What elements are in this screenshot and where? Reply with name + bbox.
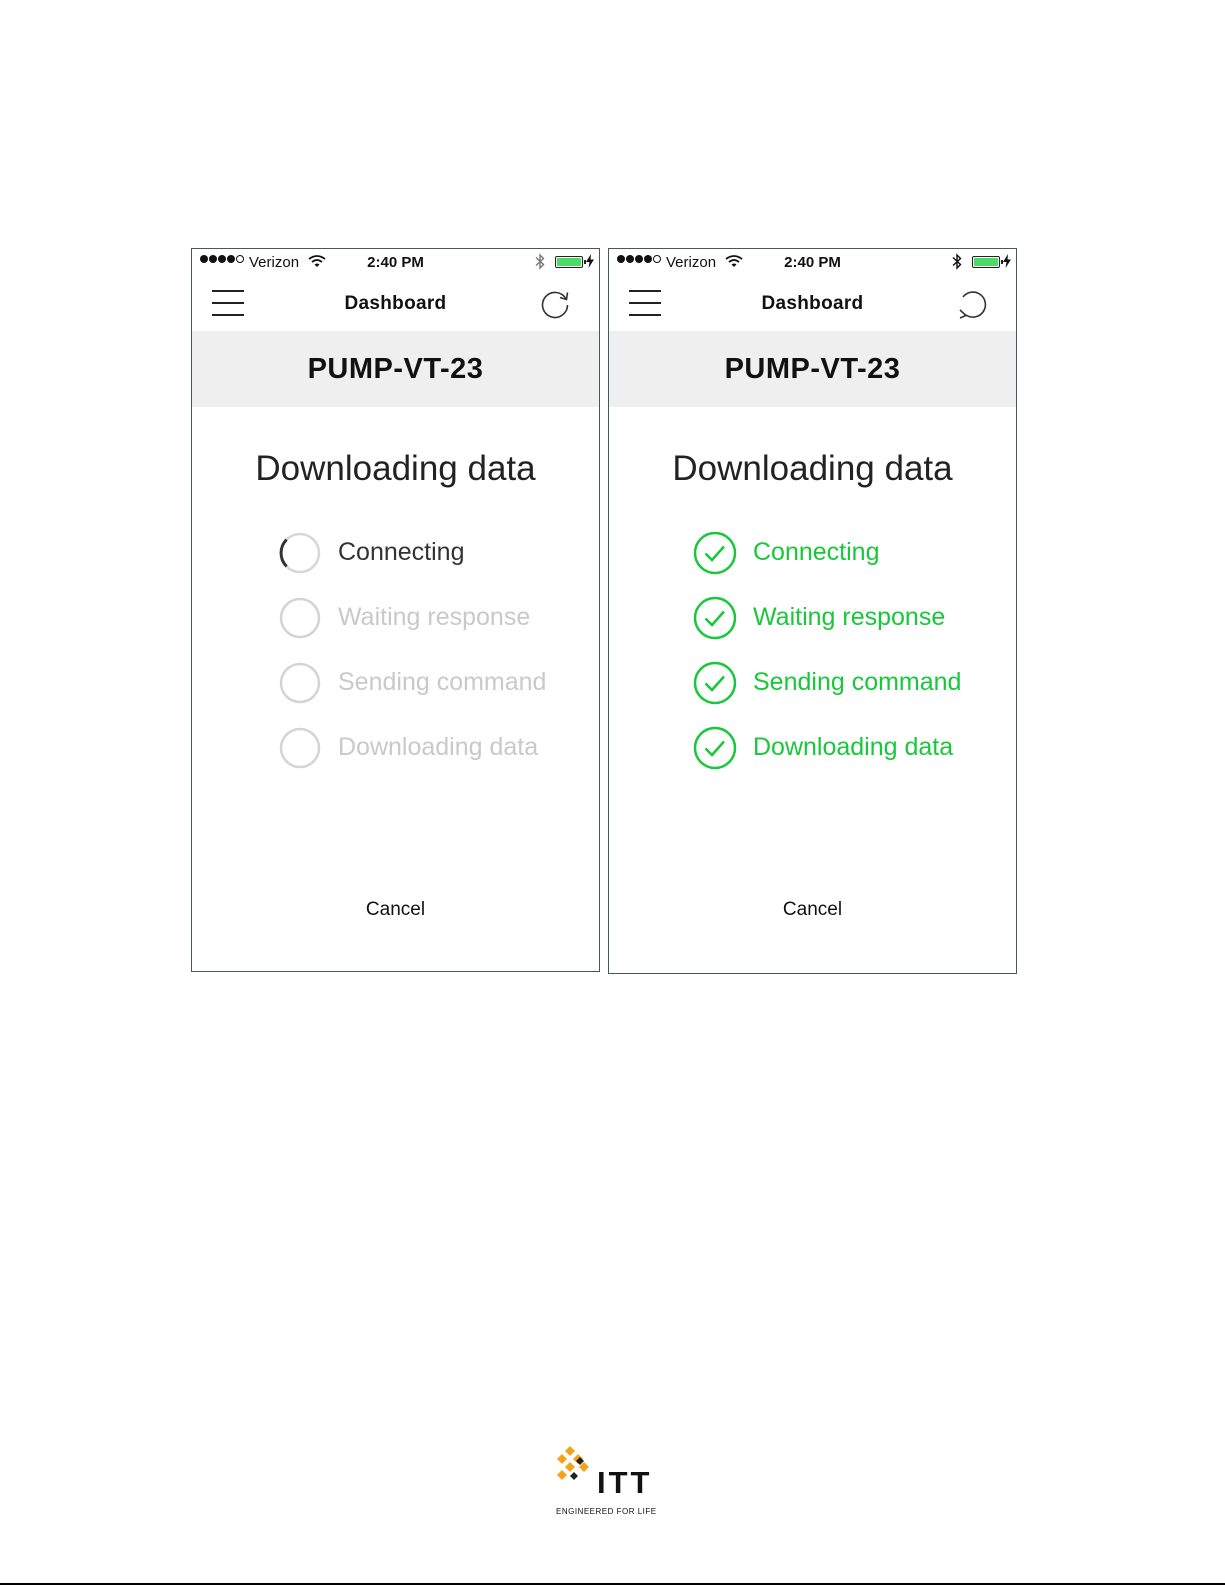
nav-title: Dashboard (761, 293, 864, 314)
phone-screen-downloading (191, 248, 600, 972)
navigation-bar (192, 277, 599, 331)
check-circle-icon (693, 726, 737, 770)
carrier-name: Verizon (249, 254, 300, 271)
check-circle-icon (693, 661, 737, 705)
status-time: 2:40 PM (367, 254, 424, 271)
device-name-bar: PUMP-VT-23 (192, 331, 599, 407)
check-circle-icon (693, 596, 737, 640)
cancel-button[interactable]: Cancel (365, 899, 426, 920)
status-time: 2:40 PM (784, 254, 841, 271)
battery-icon (972, 256, 1000, 268)
cancel-button[interactable]: Cancel (782, 899, 843, 920)
step-label: Connecting (753, 538, 880, 566)
step-label: Waiting response (753, 603, 946, 631)
step-label: Downloading data (753, 733, 954, 761)
phone-screen-complete (608, 248, 1017, 974)
page-heading: Downloading data (672, 449, 953, 488)
loading-spinner-icon (278, 531, 322, 575)
navigation-bar (609, 277, 1016, 331)
itt-diamond-logo-icon (554, 1444, 594, 1486)
pending-circle-icon (278, 661, 322, 705)
step-label: Waiting response (338, 603, 531, 631)
page-heading: Downloading data (255, 449, 536, 488)
status-bar (609, 249, 1016, 277)
battery-icon (555, 256, 583, 268)
logo-wordmark: ITT (597, 1465, 653, 1500)
step-label: Sending command (753, 668, 962, 696)
charging-bolt-icon (586, 254, 594, 268)
itt-logo (554, 1444, 664, 1520)
refresh-icon[interactable] (539, 288, 571, 320)
charging-bolt-icon (1003, 254, 1011, 268)
logo-tagline: ENGINEERED FOR LIFE (556, 1507, 657, 1516)
pending-circle-icon (278, 596, 322, 640)
step-label: Connecting (338, 538, 465, 566)
carrier-name: Verizon (666, 254, 717, 271)
status-bar (192, 249, 599, 277)
bluetooth-icon (535, 253, 545, 270)
step-label: Sending command (338, 668, 547, 696)
bluetooth-icon (952, 253, 962, 270)
refresh-icon[interactable] (956, 288, 988, 320)
device-name-bar: PUMP-VT-23 (609, 331, 1016, 407)
check-circle-icon (693, 531, 737, 575)
step-label: Downloading data (338, 733, 539, 761)
pending-circle-icon (278, 726, 322, 770)
nav-title: Dashboard (344, 293, 447, 314)
